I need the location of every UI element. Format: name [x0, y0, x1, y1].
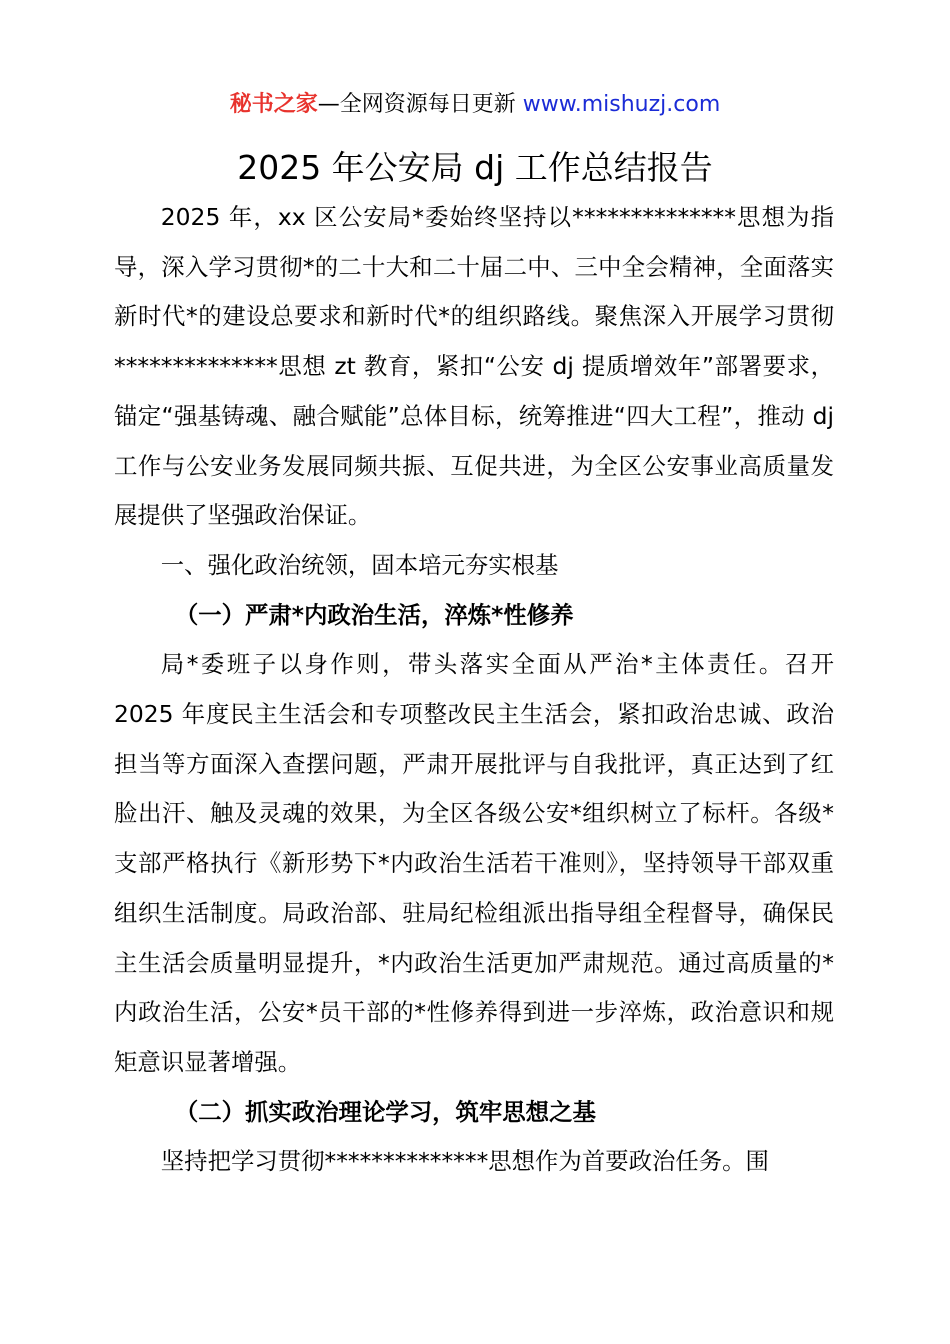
intro-paragraph: 2025 年，xx 区公安局*委始终坚持以**************思想为指导，深入学习贯彻*的二十大和二十届二中、三中全会精神，全面落实新时代*的建设总要求和新时代*的组织路线。聚焦深入开展学习贯彻**************思想 zt 教育，紧扣“公安 dj 提质增效年”部署要求，锚定“强基铸魂、融合赋能”总体目标，统筹推进“四大工程”，推动 dj 工作与公安业务发展同频共振、互促共进，为全区公安事业高质量发展提供了坚强政治保证。: [114, 203, 834, 530]
banner-site-link[interactable]: www.mishuzj.com: [522, 92, 721, 117]
site-banner: [0, 88, 950, 122]
section-heading-1: 一、强化政治统领，固本培元夯实根基: [160, 550, 559, 579]
document-body: [114, 193, 834, 1187]
subsection-heading-1: （一）严肃*内政治生活，淬炼*性修养: [174, 600, 574, 629]
subsection-heading-2: （二）抓实政治理论学习，筑牢思想之基: [174, 1097, 596, 1126]
subsection-2-paragraph: 坚持把学习贯彻**************思想作为首要政治任务。围: [160, 1147, 769, 1176]
banner-brand: 秘书之家: [229, 92, 318, 117]
banner-tagline: —全网资源每日更新: [317, 92, 523, 117]
subsection-1-paragraph: 局*委班子以身作则，带头落实全面从严治*主体责任。召开 2025 年度民主生活会和专项整改民主生活会，紧扣政治忠诚、政治担当等方面深入查摆问题，严肃开展批评与自我批评，真正达到了红脸出汗、触及灵魂的效果，为全区各级公安*组织树立了标杆。各级*支部严格执行《新形势下*内政治生活若干准则》，坚持领导干部双重组织生活制度。局政治部、驻局纪检组派出指导组全程督导，确保民主生活会质量明显提升，*内政治生活更加严肃规范。通过高质量的*内政治生活，公安*员干部的*性修养得到进一步淬炼，政治意识和规矩意识显著增强。: [114, 650, 834, 1076]
document-title: 2025 年公安局 dj 工作总结报告: [237, 148, 713, 187]
